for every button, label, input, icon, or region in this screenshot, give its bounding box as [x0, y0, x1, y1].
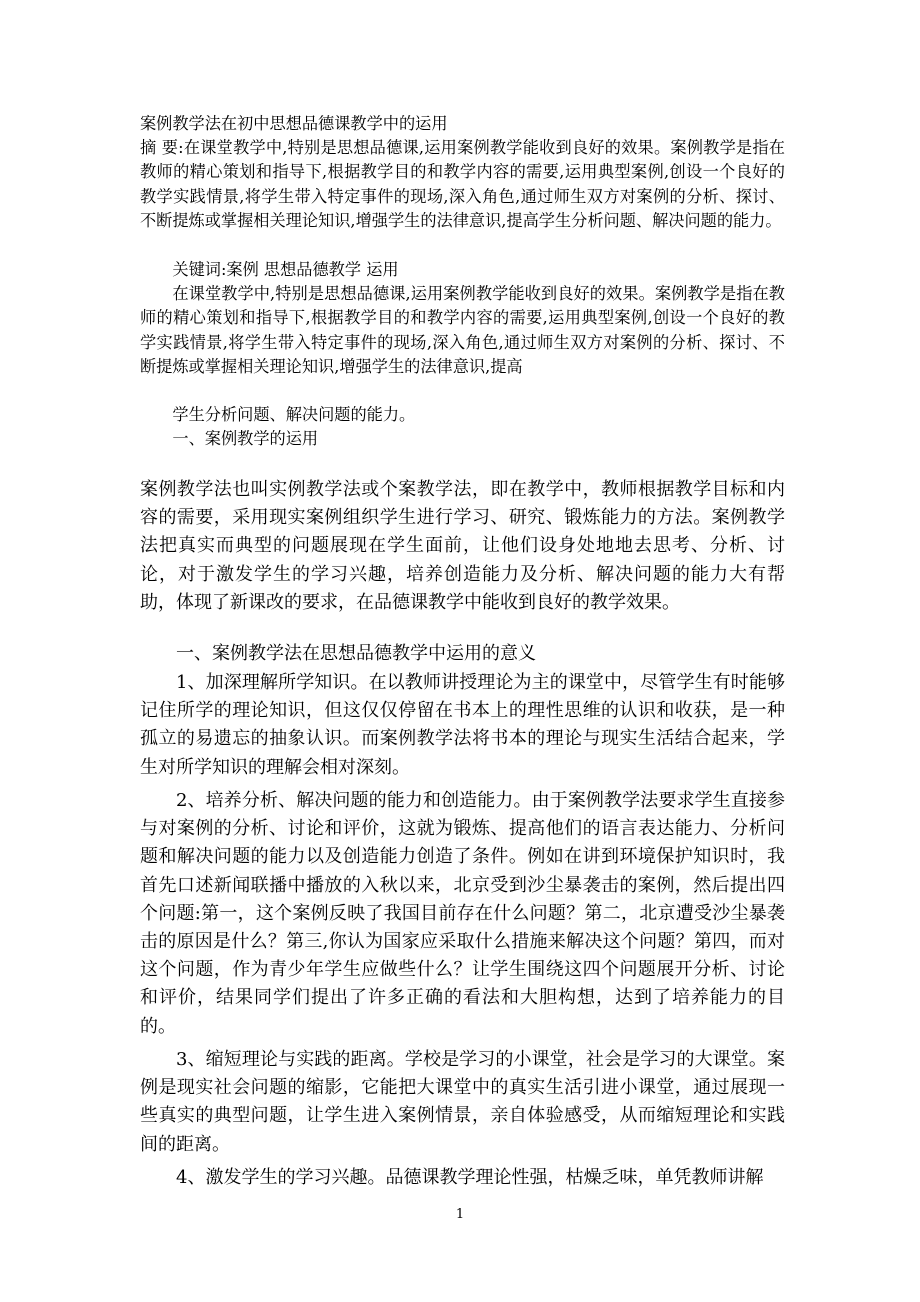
section-heading-significance: 一、案例教学法在思想品德教学中运用的意义 — [176, 643, 536, 664]
intro-paragraph: 在课堂教学中,特别是思想品德课,运用案例教学能收到良好的效果。案例教学是指在教师的精心策划和指导下,根据教学目的和教学内容的需要,运用典型案例,创设一个良好的教学实践情景,将学生带入特定事件的现场,深入角色,通过师生双方对案例的分析、探讨、不断提炼或掌握相关理论知识,增强学生的法律意识,提高 — [140, 284, 785, 376]
keywords: 关键词:案例 思想品德教学 运用 — [172, 260, 399, 279]
point-1-paragraph: 1、加深理解所学知识。在以教师讲授理论为主的课堂中，尽管学生有时能够记住所学的理论知识，但这仅仅停留在书本上的理性思维的认识和收获，是一种孤立的易遗忘的抽象认识。而案例教学法将书本的理论与现实生活结合起来，学生对所学知识的理解会相对深刻。 — [140, 672, 785, 778]
point-3-paragraph: 3、缩短理论与实践的距离。学校是学习的小课堂，社会是学习的大课堂。案例是现实社会问题的缩影，它能把大课堂中的真实生活引进小课堂，通过展现一些真实的典型问题，让学生进入案例情景，亲自体验感受，从而缩短理论和实践间的距离。 — [140, 1049, 785, 1155]
page-number: 1 — [455, 1207, 465, 1222]
point-4-paragraph: 4、激发学生的学习兴趣。品德课教学理论性强，枯燥乏味，单凭教师讲解 — [176, 1167, 764, 1188]
definition-paragraph: 案例教学法也叫实例教学法或个案教学法，即在教学中，教师根据教学目标和内容的需要，采用现实案例组织学生进行学习、研究、锻炼能力的方法。案例教学法把真实而典型的问题展现在学生面前，让他们设身处地地去思考、分析、讨论，对于激发学生的学习兴趣，培养创造能力及分析、解决问题的能力大有帮助，体现了新课改的要求，在品德课教学中能收到良好的教学效果。 — [140, 479, 785, 613]
document-title: 案例教学法在初中思想品德课教学中的运用 — [140, 114, 448, 133]
section-heading-usage: 一、案例教学的运用 — [172, 429, 319, 448]
intro-continuation: 学生分析问题、解决问题的能力。 — [172, 405, 416, 424]
point-2-paragraph: 2、培养分析、解决问题的能力和创造能力。由于案例教学法要求学生直接参与对案例的分析、讨论和评价，这就为锻炼、提高他们的语言表达能力、分析问题和解决问题的能力以及创造能力创造了条件。例如在讲到环境保护知识时，我首先口述新闻联播中播放的入秋以来，北京受到沙尘暴袭击的案例，然后提出四个问题:第一，这个案例反映了我国目前存在什么问题？第二，北京遭受沙尘暴袭击的原因是什么？第三,你认为国家应采取什么措施来解决这个问题？第四，而对这个问题，作为青少年学生应做些什么？让学生围绕这四个问题展开分析、讨论和评价，结果同学们提出了许多正确的看法和大胆构想，达到了培养能力的目的。 — [140, 790, 785, 1037]
abstract: 摘 要:在课堂教学中,特别是思想品德课,运用案例教学能收到良好的效果。案例教学是指在教师的精心策划和指导下,根据教学目的和教学内容的需要,运用典型案例,创设一个良好的教学实践情景,将学生带入特定事件的现场,深入角色,通过师生双方对案例的分析、探讨、不断提炼或掌握相关理论知识,增强学生的法律意识,提高学生分析问题、解决问题的能力。 — [140, 138, 785, 230]
